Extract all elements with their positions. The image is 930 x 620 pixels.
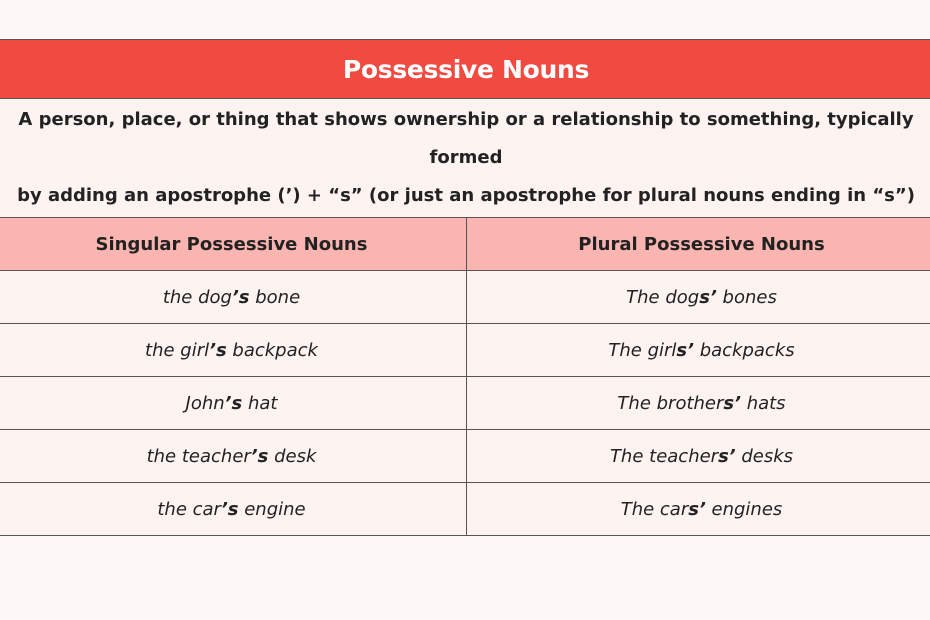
singular-cell: John’s hat [0, 377, 467, 430]
table-row [0, 324, 930, 377]
singular-cell: the girl’s backpack [0, 324, 467, 377]
plural-cell: The girls’ backpacks [467, 324, 930, 377]
singular-cell: the dog’s bone [0, 271, 467, 324]
singular-cell: the teacher’s desk [0, 430, 467, 483]
table-row [0, 377, 930, 430]
possessive-nouns-table-card [0, 39, 930, 536]
table-row [0, 430, 930, 483]
page-title: Possessive Nouns [342, 54, 590, 84]
plural-cell: The dogs’ bones [467, 271, 930, 324]
possessive-nouns-table [0, 217, 930, 536]
table-row [0, 271, 930, 324]
singular-cell: the car’s engine [0, 483, 467, 536]
plural-cell: The cars’ engines [467, 483, 930, 536]
plural-cell: The teachers’ desks [467, 430, 930, 483]
plural-cell: The brothers’ hats [467, 377, 930, 430]
definition-text: A person, place, or thing that shows ownership or a relationship to something, typically formed by adding an apostrophe (’) + “s” (or just an apostrophe for plural nouns ending in “s”) [0, 99, 930, 217]
table-row [0, 483, 930, 536]
header-singular: Singular Possessive Nouns [0, 218, 467, 271]
title-bar [0, 39, 930, 99]
header-plural: Plural Possessive Nouns [467, 218, 930, 271]
table-header-row [0, 218, 930, 271]
